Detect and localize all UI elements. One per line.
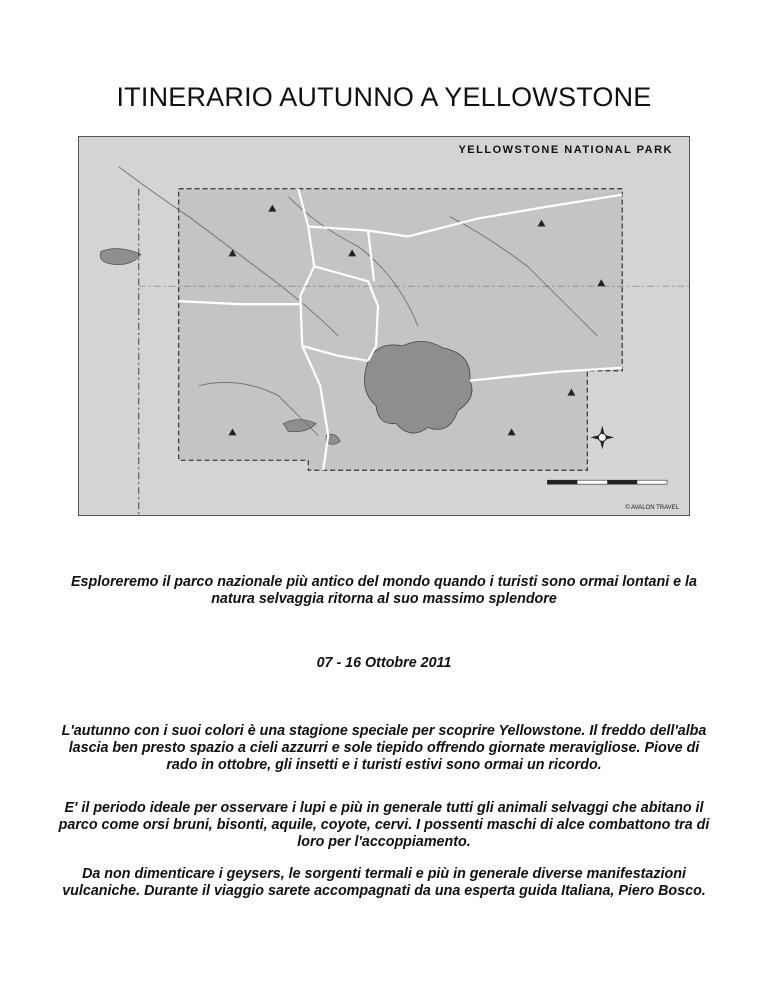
body-paragraph: L'autunno con i suoi colori è una stagione speciale per scoprire Yellowstone. Il freddo dell'alba lascia ben presto spazio a cieli azzurri e sole tiepido offrendo giornate meravigliose. Piove di rado in ottobre, gli insetti e i turisti estivi sono ormai un ricordo. <box>61 723 707 773</box>
map-graphic <box>79 137 689 515</box>
intro-paragraph: Esploreremo il parco nazionale più antico del mondo quando i turisti sono ormai lontani e la natura selvaggia ritorna al suo massimo splendore <box>71 574 697 607</box>
park-map <box>78 136 690 516</box>
map-title: YELLOWSTONE NATIONAL PARK <box>458 144 673 156</box>
page-title: ITINERARIO AUTUNNO A YELLOWSTONE <box>116 82 652 112</box>
body-paragraph: E' il periodo ideale per osservare i lupi e più in generale tutti gli animali selvaggi che abitano il parco come orsi bruni, bisonti, aquile, coyote, cervi. I possenti maschi di alce combattono tra di loro per l'accoppiamento. <box>58 800 710 850</box>
map-credit: © AVALON TRAVEL <box>625 505 679 511</box>
trip-dates: 07 - 16 Ottobre 2011 <box>316 655 452 671</box>
body-paragraph: Da non dimenticare i geysers, le sorgenti termali e più in generale diverse manifestazioni vulcaniche. Durante il viaggio sarete accompagnati da una esperta guida Italiana, Piero Bosco. <box>62 866 706 899</box>
